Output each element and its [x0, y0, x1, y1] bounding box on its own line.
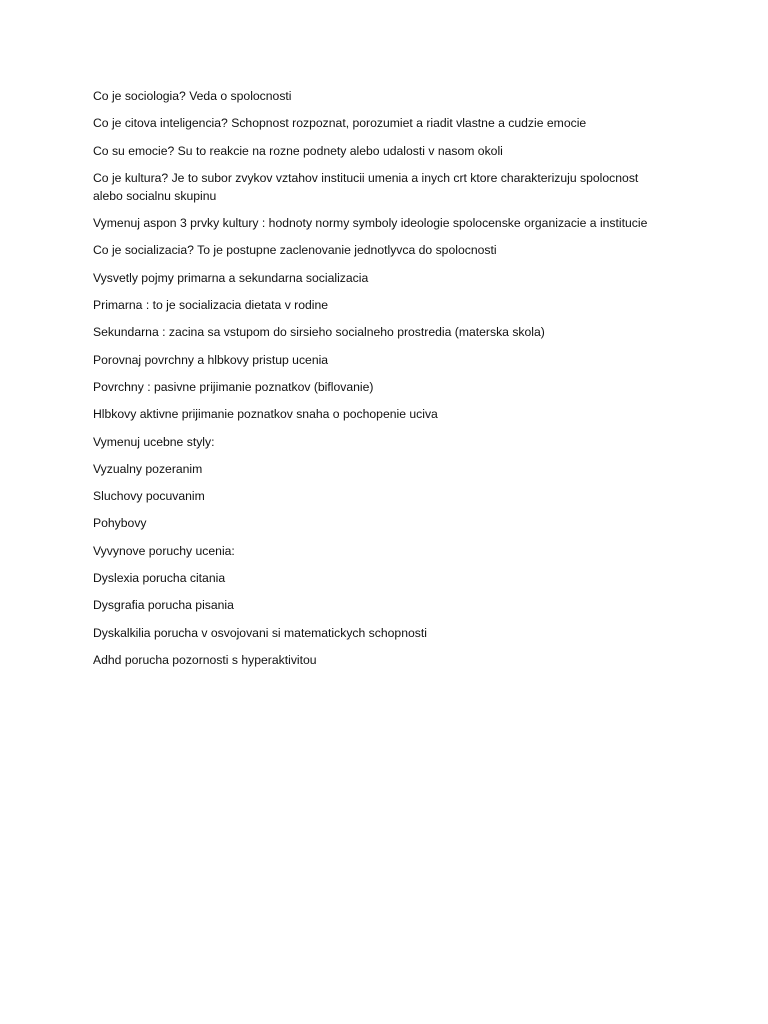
paragraph-porovnaj-pristup: Porovnaj povrchny a hlbkovy pristup ucenia: [93, 352, 329, 367]
paragraph-emocie: Co su emocie? Su to reakcie na rozne podnety alebo udalosti v nasom okoli: [93, 143, 503, 158]
paragraph-hlbkovy: Hlbkovy aktivne prijimanie poznatkov snaha o pochopenie uciva: [93, 407, 438, 422]
paragraph-sluchovy: Sluchovy pocuvanim: [93, 489, 205, 504]
paragraph-pohybovy: Pohybovy: [93, 516, 147, 531]
paragraph-sekundarna: Sekundarna : zacina sa vstupom do sirsieho socialneho prostredia (materska skola): [93, 325, 545, 340]
paragraph-povrchny: Povrchny : pasivne prijimanie poznatkov (biflovanie): [93, 379, 374, 394]
paragraph-socializacia: Co je socializacia? To je postupne zaclenovanie jednotlyvca do spolocnosti: [93, 243, 497, 258]
paragraph-ucebne-styly: Vymenuj ucebne styly:: [93, 434, 215, 449]
paragraph-prvky-kultury: Vymenuj aspon 3 prvky kultury : hodnoty normy symboly ideologie spolocenske organizacie a institucie: [93, 216, 648, 231]
paragraph-adhd: Adhd porucha pozornosti s hyperaktivitou: [93, 652, 317, 667]
paragraph-primarna: Primarna : to je socializacia dietata v rodine: [93, 298, 329, 313]
paragraph-poruchy-ucenia: Vyvynove poruchy ucenia:: [93, 543, 235, 558]
paragraph-sociologia: Co je sociologia? Veda o spolocnosti: [93, 89, 292, 103]
paragraph-kultura: Co je kultura? Je to subor zvykov vztahov institucii umenia a inych crt ktore charakterizuju spolocnost alebo socialnu skupinu: [93, 170, 639, 203]
document-body: [93, 87, 653, 678]
paragraph-citova-inteligencia: Co je citova inteligencia? Schopnost rozpoznat, porozumiet a riadit vlastne a cudzie emocie: [93, 116, 587, 131]
paragraph-vyzualny: Vyzualny pozeranim: [93, 461, 203, 476]
paragraph-dyskalkilia: Dyskalkilia porucha v osvojovani si matematickych schopnosti: [93, 625, 427, 640]
paragraph-dyslexia: Dyslexia porucha citania: [93, 571, 226, 586]
paragraph-pojmy-socializacia: Vysvetly pojmy primarna a sekundarna socializacia: [93, 270, 369, 285]
paragraph-dysgrafia: Dysgrafia porucha pisania: [93, 598, 234, 613]
